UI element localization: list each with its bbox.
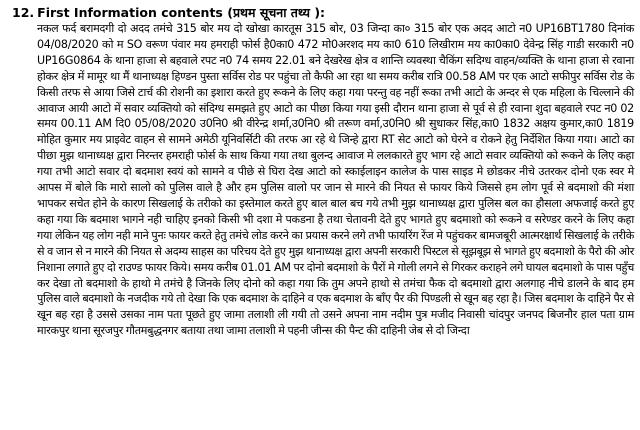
section-body-text: नकल फर्द बरामदगी दो अदद तमंचे 315 बोर मय दो खोखा कारतूस 315 बोर, 03 जिन्दा का० 315 बोर एक अदद आटो न0 UP16BT1780 दिनांक 04/08/2020 को म SO वरूण पंवार मय हमराही फोर्स है0का0 472 मो0अरशद मय का0 610 लिखीराम मय का0का0 देवेन्द्र सिंह गाडी सरकारी न0 UP16G0864 के थाना हाजा से बहवाले रपट न0 74 समय 22.01 बने देखरेख क्षेत्र व शान्ति व्यवस्था चैकिंग सदिग्ध वाहन/व्यक्ति के थाना हाजा से रवाना होकर क्षेत्र में मामूर था मैं थानाध्यक्ष हिण्डन पुस्ता सर्विस रोड पर पहुंचा तो कैफी आ रहा था समय करीब रात्रि 00.58 AM पर एक आटो सफीपुर सर्विस रोड के किसी तरफ से आया जिसे टार्च की रोशनी का इशारा करते हुए रूकने के लिए कहा गया परन्तु वह नहीं रूका तभी आटो के अन्दर से एक महिला के चिल्लाने की आवाज आयी आटो में सवार व्यक्तियो को संदिग्ध समझते हुए आटो का पीछा किया गया इसी दौरान थाना हाजा से पूर्व से ही रवाना शुदा बहवाले रपट न0 02 समय 00.11 AM दि0 05/08/2020 उ0नि0 श्री वीरेन्द्र शर्मा,उ0नि0 श्री तरूण वर्मा,उ0नि0 श्री सुधाकर सिंह,का0 1832 अक्षय कुमार,का0 1819 मोहित कुमार मय प्राइवेट वाहन से सामने अमेठी यूनिवर्सिटी की तरफ आ रहे थे जिन्हे द्वारा RT सेट आटो को घेरने व रोकने हेतु निर्देशित किया गया। आटो का पीछा मुझ थानाध्यक्ष द्वारा निरन्तर हमराही फोर्स के साथ किया गया तथा बुलन्द आवाज मे ललकारते हुए भाग रहे आटो सवार व्यक्तियो को रूकने के लिए कहा गया तभी आटो सवार दो बदमाश स्वयं को सामने व पीछे से घिरा देख आटो को स्काईलाइन कालेज के पास साइड मे छोडकर नीचे उतरकर दोनो एक स्वर मे आपस में बोले कि मारो सालो को पुलिस वाले है और हम पुलिस वालो पर जान से मारने की नियत से फायर किये जिससे हम लोग पूर्व से बदमाशो की मंशा भापकर सचेत होने के कारण सिखलाई के तरीको का इस्तेमाल करते हुए बाल बाल बच गये तभी मुझ थानाध्यक्ष द्वारा पुलिस बल का हौसला अफजाई करते हुए कहा गया कि बदमाश भागने नही चाहिए इनको किसी भी दशा मे पकडना है तथा चेतावनी देते हुए भागते हुए बदमाशो को रूकने व सरेण्डर करने के लिए कहा गया लेकिन यह लोग नही माने पुनः फायर करते हेतु तमंचे लोड करने का प्रयास करने लगे तभी फायरिंग रेंज मे पहुंचकर बामजबूरी आत्मरक्षार्थ सिखलाई के तरीके से व जान से न मारने की नियत से अदम्य साहस का परिचय देते हुए मुझ थानाध्यक्ष द्वारा अपनी सरकारी पिस्टल से सूझबूझ से भागते हुए बदमाशो के पैरो की ओर निशाना लगाते हुए दो राउण्ड फायर किये। समय करीब 01.01 AM पर दोनो बदमाशो के पैरों मे गोली लगने से गिरकर कराहने लगे घायल बदमाशो के पास पहुँच कर देखा तो बदमाशो के हाथो मे तमंचे है जिनके लिए दोनो को कहा गया कि तुम अपने हाथो से तमंचा फैक दो बदमाशो द्वारा अलगाह नीचे डालने के बाद हम पुलिस वाले बदमाशो के नजदीक गये तो देखा कि एक बदमाश के दाहिने व एक बदमाश के बाँए पैर की पिण्डली से खून बह रहा है। जिस बदमाश के दाहिने पैर से खून बह रहा है उससे उसका नाम पता पूछते हुए जामा तलाशी ली गयी तो उसने अपना नाम नदीम पुत्र मजीद निवासी चांदपुर जनपद बिजनौर हाल पता ग्राम मारकपुर थाना सूरजपुर गौतमबुद्धनगर बताया तथा जामा तलाशी मे पहनी जीन्स की पैन्ट की दाहिनी जेब से दो जिन्दा	[37, 22, 634, 338]
section-heading	[12, 4, 634, 21]
section-number: 12.	[12, 5, 35, 20]
section-title: First Information contents (प्रथम सूचना तथ्य ):	[37, 5, 326, 20]
